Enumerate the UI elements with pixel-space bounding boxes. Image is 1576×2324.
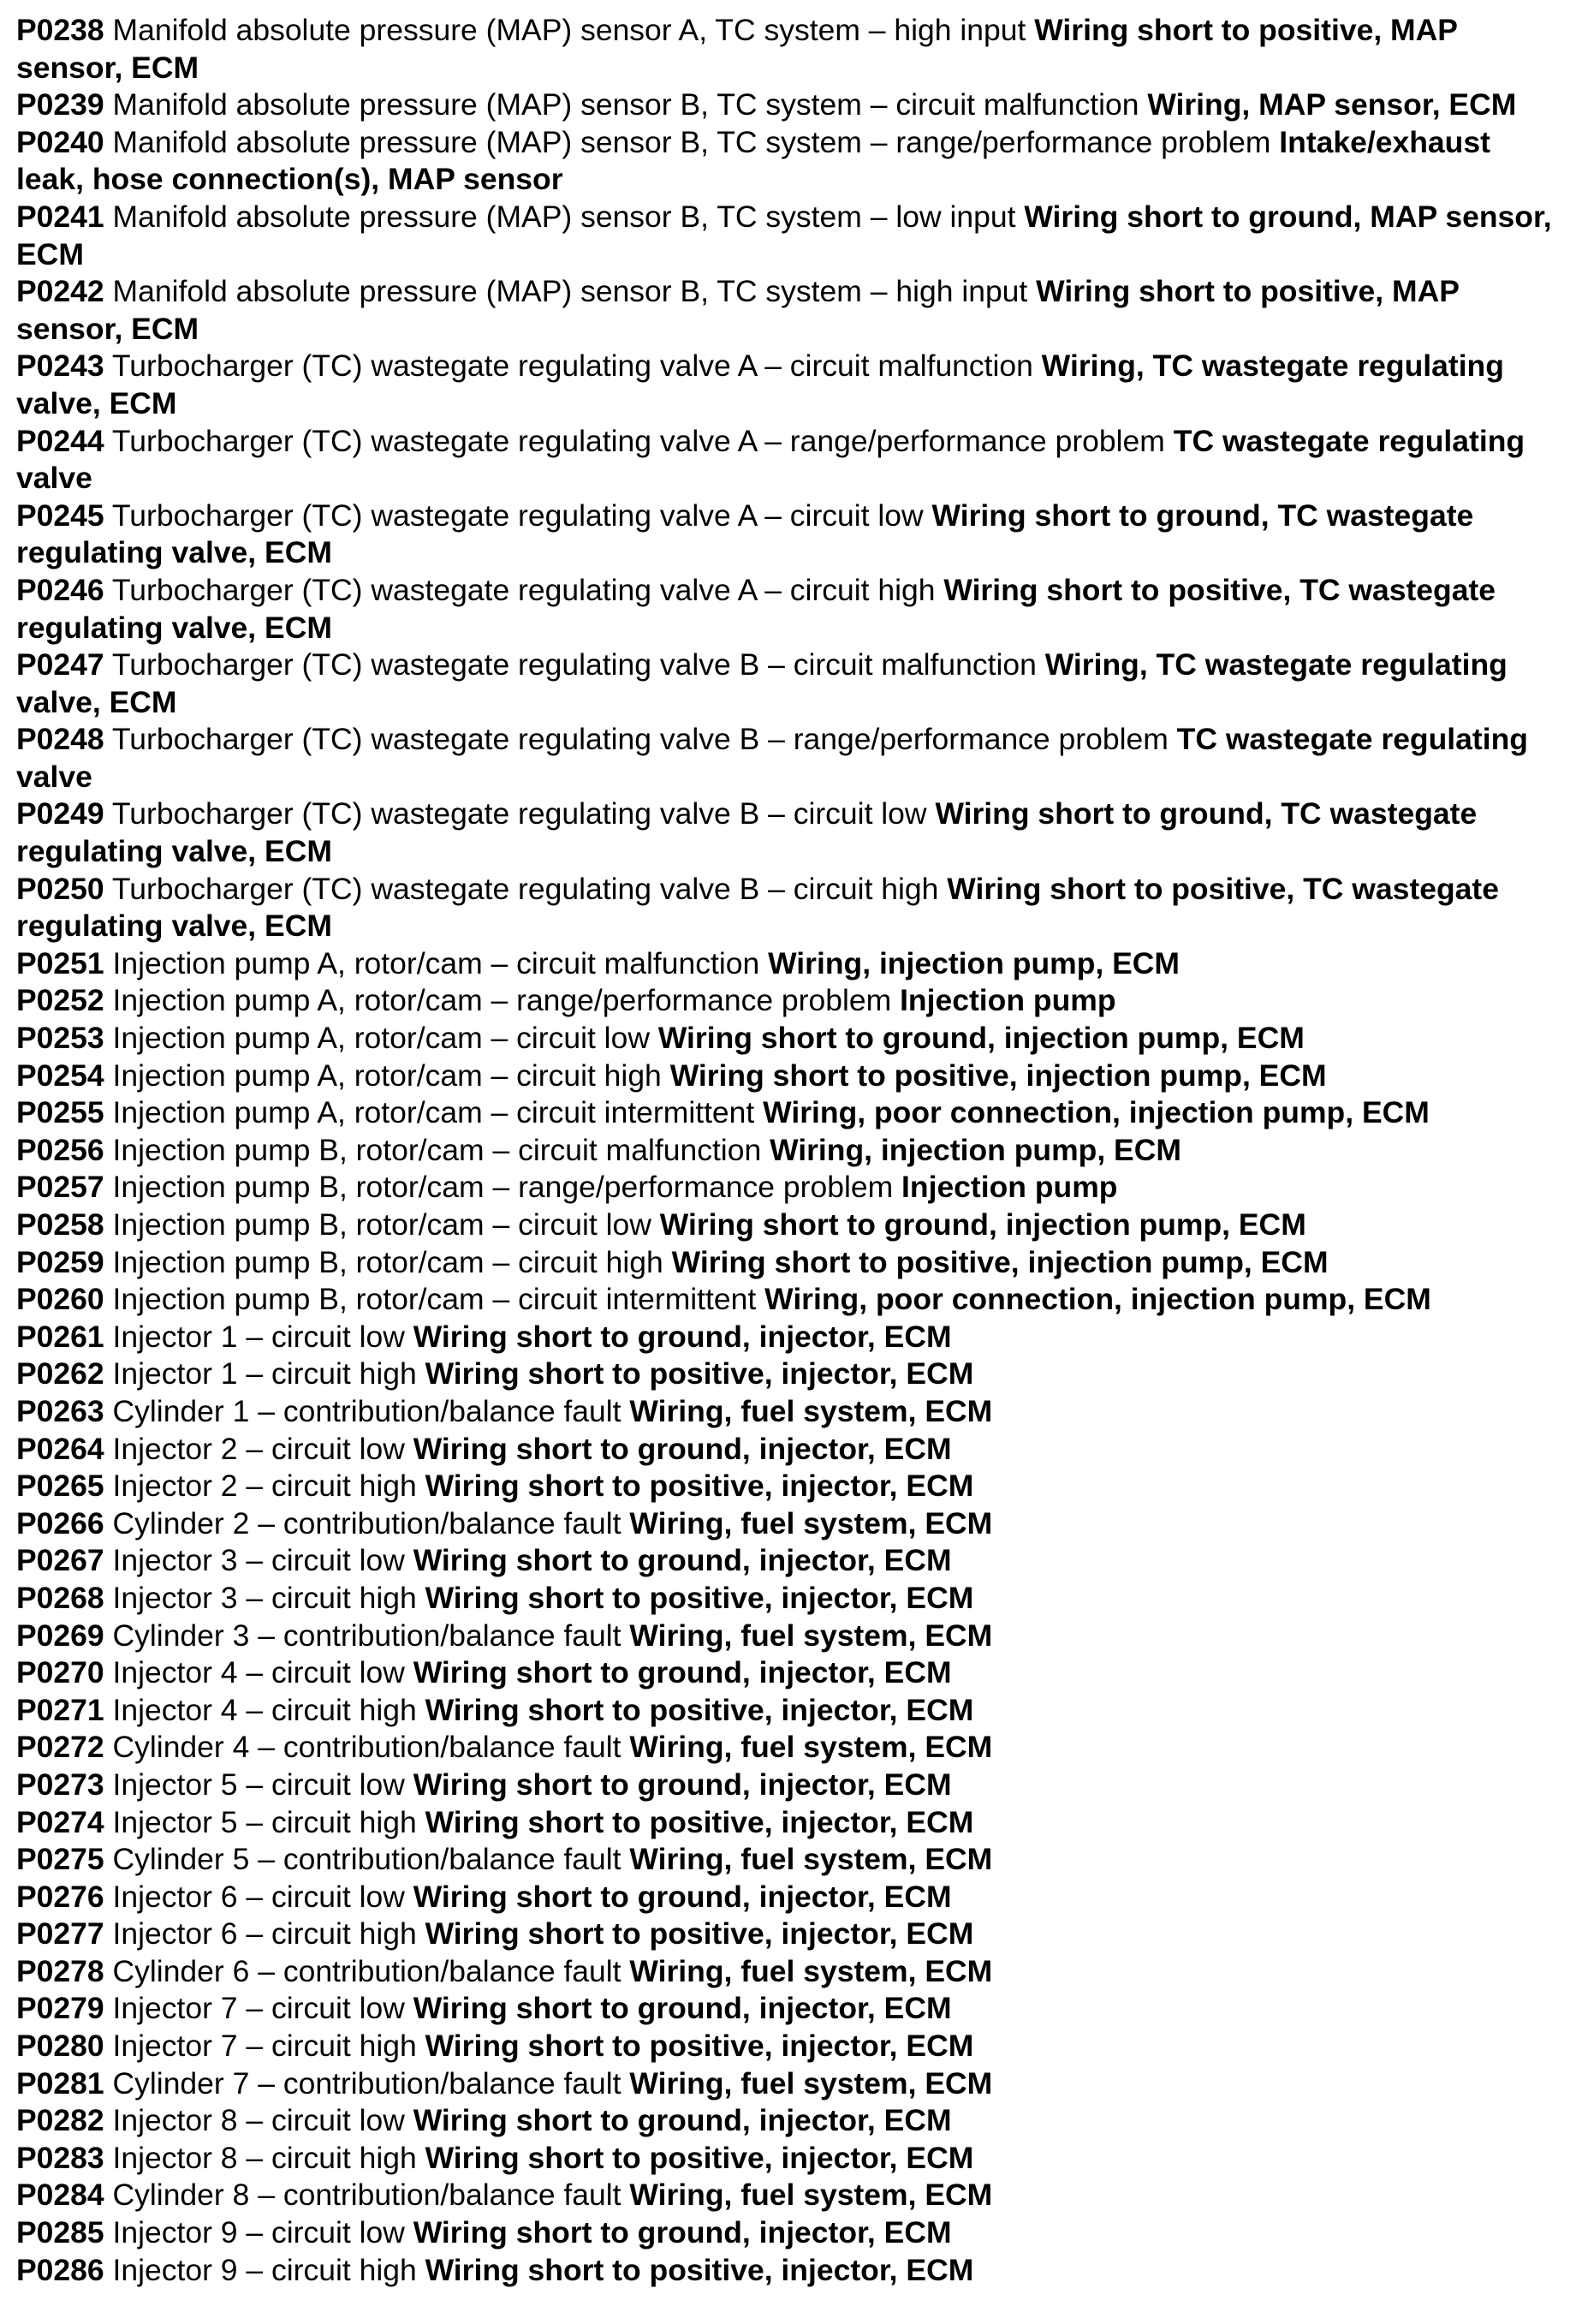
dtc-entry xyxy=(16,1990,1564,2028)
dtc-code: P0253 xyxy=(16,1021,104,1056)
dtc-possible-causes: Wiring short to ground, injector, ECM xyxy=(413,1431,952,1466)
dtc-description: Injector 6 – circuit low xyxy=(112,1879,405,1914)
dtc-code: P0242 xyxy=(16,274,104,309)
dtc-possible-causes: Wiring short to ground, injection pump, ECM xyxy=(657,1021,1305,1056)
dtc-description: Cylinder 2 – contribution/balance fault xyxy=(112,1505,621,1540)
dtc-entry xyxy=(16,1132,1564,1170)
dtc-possible-causes: Intake/exhaust leak, hose connection(s), MAP sensor xyxy=(16,124,1490,197)
dtc-code: P0276 xyxy=(16,1879,104,1914)
dtc-description: Injector 6 – circuit high xyxy=(112,1916,417,1952)
dtc-code: P0278 xyxy=(16,1953,104,1988)
dtc-description: Injector 2 – circuit high xyxy=(112,1469,417,1504)
dtc-description: Cylinder 1 – contribution/balance fault xyxy=(112,1393,621,1428)
dtc-description: Injector 9 – circuit high xyxy=(112,2252,417,2287)
dtc-description: Injector 4 – circuit high xyxy=(112,1692,417,1727)
dtc-possible-causes: Wiring, fuel system, ECM xyxy=(629,1953,993,1988)
dtc-code: P0252 xyxy=(16,983,104,1018)
dtc-possible-causes: Wiring short to ground, injector, ECM xyxy=(413,2215,952,2250)
dtc-possible-causes: Wiring short to positive, MAP sensor, ECM xyxy=(16,274,1460,346)
dtc-entry xyxy=(16,647,1564,721)
dtc-code: P0271 xyxy=(16,1692,104,1727)
dtc-code: P0270 xyxy=(16,1655,104,1690)
dtc-description: Injector 1 – circuit high xyxy=(112,1356,417,1391)
dtc-possible-causes: Wiring short to positive, TC wastegate regulating valve, ECM xyxy=(16,572,1496,645)
dtc-code: P0267 xyxy=(16,1543,104,1578)
dtc-description: Injector 7 – circuit low xyxy=(112,1991,405,2026)
dtc-code: P0258 xyxy=(16,1207,104,1242)
dtc-description: Cylinder 8 – contribution/balance fault xyxy=(112,2178,621,2213)
dtc-code: P0280 xyxy=(16,2029,104,2064)
dtc-description: Turbocharger (TC) wastegate regulating valve B – circuit high xyxy=(111,871,939,906)
dtc-code: P0259 xyxy=(16,1244,104,1279)
dtc-description: Injector 8 – circuit low xyxy=(112,2103,405,2138)
dtc-description: Injection pump A, rotor/cam – circuit malfunction xyxy=(112,945,760,980)
dtc-possible-causes: Wiring short to ground, injector, ECM xyxy=(413,1319,952,1354)
dtc-possible-causes: Wiring, fuel system, ECM xyxy=(629,1730,993,1765)
dtc-description: Turbocharger (TC) wastegate regulating valve A – circuit malfunction xyxy=(111,349,1033,384)
dtc-possible-causes: Wiring short to positive, MAP sensor, ECM xyxy=(16,13,1458,85)
dtc-code: P0241 xyxy=(16,199,104,234)
dtc-code: P0243 xyxy=(16,349,104,384)
dtc-entry xyxy=(16,2102,1564,2140)
dtc-entry xyxy=(16,1804,1564,1842)
dtc-entry xyxy=(16,1729,1564,1767)
dtc-possible-causes: Wiring short to positive, injector, ECM xyxy=(425,1692,974,1727)
dtc-code: P0283 xyxy=(16,2140,104,2175)
dtc-description: Turbocharger (TC) wastegate regulating valve A – circuit high xyxy=(111,572,936,607)
dtc-code: P0282 xyxy=(16,2103,104,2138)
dtc-possible-causes: Wiring short to ground, injector, ECM xyxy=(413,2103,952,2138)
dtc-description: Injection pump B, rotor/cam – circuit low xyxy=(112,1207,651,1242)
dtc-code: P0279 xyxy=(16,1991,104,2026)
dtc-entry xyxy=(16,1244,1564,1282)
dtc-code: P0249 xyxy=(16,796,104,831)
dtc-code: P0260 xyxy=(16,1282,104,1317)
dtc-code: P0255 xyxy=(16,1095,104,1130)
dtc-possible-causes: Wiring, injection pump, ECM xyxy=(770,1132,1181,1167)
dtc-code: P0281 xyxy=(16,2065,104,2101)
dtc-entry xyxy=(16,1916,1564,1953)
dtc-entry xyxy=(16,2028,1564,2065)
dtc-entry xyxy=(16,1841,1564,1879)
dtc-entry xyxy=(16,2252,1564,2290)
dtc-description: Turbocharger (TC) wastegate regulating valve B – range/performance problem xyxy=(111,722,1169,757)
dtc-entry xyxy=(16,1393,1564,1431)
dtc-code: P0246 xyxy=(16,572,104,607)
dtc-entry xyxy=(16,498,1564,572)
dtc-code: P0245 xyxy=(16,498,104,533)
dtc-entry xyxy=(16,1356,1564,1393)
dtc-entry xyxy=(16,1169,1564,1207)
dtc-entry xyxy=(16,86,1564,124)
dtc-code: P0285 xyxy=(16,2215,104,2250)
dtc-code: P0240 xyxy=(16,124,104,159)
dtc-entry xyxy=(16,1319,1564,1356)
dtc-possible-causes: Wiring short to ground, TC wastegate regulating valve, ECM xyxy=(16,796,1478,869)
dtc-possible-causes: Wiring, TC wastegate regulating valve, ECM xyxy=(16,349,1504,420)
dtc-possible-causes: Wiring, fuel system, ECM xyxy=(629,2065,993,2101)
dtc-entry xyxy=(16,423,1564,498)
dtc-code: P0274 xyxy=(16,1804,104,1839)
dtc-entry xyxy=(16,1953,1564,1991)
dtc-possible-causes: TC wastegate regulating valve xyxy=(16,423,1525,496)
dtc-code: P0275 xyxy=(16,1842,104,1877)
dtc-description: Injector 7 – circuit high xyxy=(112,2029,417,2064)
dtc-description: Injector 8 – circuit high xyxy=(112,2140,417,2175)
dtc-code: P0239 xyxy=(16,87,104,122)
dtc-description: Injection pump B, rotor/cam – range/performance problem xyxy=(112,1170,894,1205)
dtc-description: Injector 1 – circuit low xyxy=(112,1319,405,1354)
dtc-description: Injector 5 – circuit high xyxy=(112,1804,417,1839)
dtc-possible-causes: Wiring short to ground, TC wastegate regulating valve, ECM xyxy=(16,498,1474,570)
dtc-entry xyxy=(16,1542,1564,1580)
dtc-description: Injection pump B, rotor/cam – circuit intermittent xyxy=(112,1282,757,1317)
dtc-code: P0265 xyxy=(16,1469,104,1504)
dtc-code-list xyxy=(16,12,1564,2289)
dtc-code: P0256 xyxy=(16,1132,104,1167)
dtc-entry xyxy=(16,199,1564,273)
dtc-possible-causes: Wiring, fuel system, ECM xyxy=(629,1842,993,1877)
dtc-possible-causes: Wiring short to positive, injector, ECM xyxy=(425,1916,974,1952)
dtc-code: P0248 xyxy=(16,722,104,757)
dtc-entry xyxy=(16,124,1564,199)
dtc-entry xyxy=(16,1505,1564,1543)
dtc-code: P0268 xyxy=(16,1580,104,1615)
dtc-possible-causes: Wiring, injection pump, ECM xyxy=(768,945,1180,980)
dtc-possible-causes: Wiring short to positive, injection pump, ECM xyxy=(671,1244,1329,1279)
dtc-entry xyxy=(16,2177,1564,2214)
dtc-code: P0251 xyxy=(16,945,104,980)
dtc-entry xyxy=(16,2065,1564,2103)
dtc-description: Turbocharger (TC) wastegate regulating valve A – range/performance problem xyxy=(111,423,1165,458)
dtc-possible-causes: Wiring short to positive, injector, ECM xyxy=(425,1356,974,1391)
dtc-entry xyxy=(16,12,1564,86)
dtc-description: Injector 4 – circuit low xyxy=(112,1655,405,1690)
dtc-possible-causes: Wiring, fuel system, ECM xyxy=(629,1505,993,1540)
dtc-description: Turbocharger (TC) wastegate regulating valve A – circuit low xyxy=(111,498,924,533)
dtc-code: P0247 xyxy=(16,647,104,682)
dtc-possible-causes: Injection pump xyxy=(901,1170,1118,1205)
dtc-code: P0244 xyxy=(16,423,104,458)
dtc-possible-causes: TC wastegate regulating valve xyxy=(16,722,1528,794)
dtc-entry xyxy=(16,1058,1564,1095)
dtc-code: P0254 xyxy=(16,1058,104,1093)
dtc-entry xyxy=(16,1692,1564,1730)
dtc-possible-causes: Wiring short to positive, injector, ECM xyxy=(425,1469,974,1504)
dtc-entry xyxy=(16,1618,1564,1655)
dtc-description: Turbocharger (TC) wastegate regulating valve B – circuit low xyxy=(111,796,927,831)
dtc-entry xyxy=(16,1094,1564,1132)
dtc-possible-causes: Wiring short to positive, injector, ECM xyxy=(425,2029,974,2064)
dtc-entry xyxy=(16,1767,1564,1804)
dtc-entry xyxy=(16,1879,1564,1916)
dtc-possible-causes: Wiring short to ground, MAP sensor, ECM xyxy=(16,199,1552,271)
dtc-entry xyxy=(16,1431,1564,1469)
dtc-code: P0238 xyxy=(16,13,104,47)
dtc-code: P0262 xyxy=(16,1356,104,1391)
dtc-possible-causes: Wiring, fuel system, ECM xyxy=(629,1618,993,1653)
dtc-description: Injector 2 – circuit low xyxy=(112,1431,405,1466)
dtc-description: Manifold absolute pressure (MAP) sensor B, TC system – circuit malfunction xyxy=(112,87,1139,122)
dtc-possible-causes: Wiring short to ground, injector, ECM xyxy=(413,1655,952,1690)
dtc-entry xyxy=(16,945,1564,983)
dtc-entry xyxy=(16,796,1564,870)
dtc-possible-causes: Wiring short to positive, TC wastegate regulating valve, ECM xyxy=(16,871,1499,944)
dtc-description: Injection pump A, rotor/cam – circuit intermittent xyxy=(112,1095,755,1130)
dtc-entry xyxy=(16,2140,1564,2178)
dtc-entry xyxy=(16,871,1564,945)
dtc-entry xyxy=(16,1654,1564,1692)
dtc-possible-causes: Injection pump xyxy=(900,983,1116,1018)
dtc-code: P0277 xyxy=(16,1916,104,1952)
dtc-possible-causes: Wiring short to positive, injection pump, ECM xyxy=(669,1058,1327,1093)
dtc-description: Injection pump A, rotor/cam – circuit high xyxy=(112,1058,662,1093)
dtc-description: Manifold absolute pressure (MAP) sensor B, TC system – low input xyxy=(112,199,1016,234)
dtc-possible-causes: Wiring, poor connection, injection pump, ECM xyxy=(764,1282,1431,1317)
dtc-description: Injector 3 – circuit high xyxy=(112,1580,417,1615)
dtc-entry xyxy=(16,1580,1564,1618)
dtc-code: P0273 xyxy=(16,1767,104,1802)
dtc-code: P0266 xyxy=(16,1505,104,1540)
dtc-possible-causes: Wiring short to positive, injector, ECM xyxy=(425,1580,974,1615)
dtc-entry xyxy=(16,348,1564,422)
dtc-entry xyxy=(16,1207,1564,1244)
dtc-entry xyxy=(16,2214,1564,2252)
dtc-description: Injection pump B, rotor/cam – circuit high xyxy=(112,1244,663,1279)
dtc-description: Injection pump B, rotor/cam – circuit malfunction xyxy=(112,1132,762,1167)
dtc-entry xyxy=(16,982,1564,1020)
dtc-description: Cylinder 3 – contribution/balance fault xyxy=(112,1618,621,1653)
dtc-entry xyxy=(16,721,1564,796)
dtc-code: P0269 xyxy=(16,1618,104,1653)
dtc-entry xyxy=(16,1281,1564,1319)
dtc-possible-causes: Wiring short to ground, injector, ECM xyxy=(413,1991,952,2026)
dtc-description: Injection pump A, rotor/cam – range/performance problem xyxy=(112,983,892,1018)
dtc-code: P0264 xyxy=(16,1431,104,1466)
dtc-entry xyxy=(16,1020,1564,1058)
dtc-description: Manifold absolute pressure (MAP) sensor B, TC system – range/performance problem xyxy=(112,124,1271,159)
dtc-description: Injector 5 – circuit low xyxy=(112,1767,405,1802)
dtc-possible-causes: Wiring short to ground, injector, ECM xyxy=(413,1543,952,1578)
dtc-possible-causes: Wiring short to ground, injection pump, ECM xyxy=(659,1207,1306,1242)
dtc-possible-causes: Wiring short to positive, injector, ECM xyxy=(425,1804,974,1839)
dtc-possible-causes: Wiring, MAP sensor, ECM xyxy=(1147,87,1517,122)
dtc-description: Cylinder 4 – contribution/balance fault xyxy=(112,1730,621,1765)
dtc-possible-causes: Wiring short to ground, injector, ECM xyxy=(413,1767,952,1802)
dtc-code: P0250 xyxy=(16,871,104,906)
dtc-description: Cylinder 7 – contribution/balance fault xyxy=(112,2065,621,2101)
dtc-description: Injector 3 – circuit low xyxy=(112,1543,405,1578)
dtc-possible-causes: Wiring, TC wastegate regulating valve, ECM xyxy=(16,647,1508,719)
dtc-description: Injector 9 – circuit low xyxy=(112,2215,405,2250)
dtc-description: Manifold absolute pressure (MAP) sensor B, TC system – high input xyxy=(112,274,1028,309)
dtc-description: Injection pump A, rotor/cam – circuit low xyxy=(112,1021,650,1056)
dtc-possible-causes: Wiring, fuel system, ECM xyxy=(629,2178,993,2213)
dtc-possible-causes: Wiring, poor connection, injection pump, ECM xyxy=(763,1095,1430,1130)
dtc-entry xyxy=(16,1468,1564,1505)
dtc-entry xyxy=(16,572,1564,647)
dtc-code: P0284 xyxy=(16,2178,104,2213)
dtc-entry xyxy=(16,273,1564,348)
dtc-code: P0257 xyxy=(16,1170,104,1205)
dtc-description: Cylinder 5 – contribution/balance fault xyxy=(112,1842,621,1877)
dtc-possible-causes: Wiring short to ground, injector, ECM xyxy=(413,1879,952,1914)
dtc-description: Manifold absolute pressure (MAP) sensor A, TC system – high input xyxy=(112,13,1026,47)
dtc-description: Cylinder 6 – contribution/balance fault xyxy=(112,1953,621,1988)
dtc-code: P0261 xyxy=(16,1319,104,1354)
dtc-code: P0286 xyxy=(16,2252,104,2287)
dtc-code: P0272 xyxy=(16,1730,104,1765)
dtc-possible-causes: Wiring short to positive, injector, ECM xyxy=(425,2252,974,2287)
dtc-description: Turbocharger (TC) wastegate regulating valve B – circuit malfunction xyxy=(111,647,1037,682)
dtc-possible-causes: Wiring short to positive, injector, ECM xyxy=(425,2140,974,2175)
dtc-possible-causes: Wiring, fuel system, ECM xyxy=(629,1393,993,1428)
dtc-code: P0263 xyxy=(16,1393,104,1428)
